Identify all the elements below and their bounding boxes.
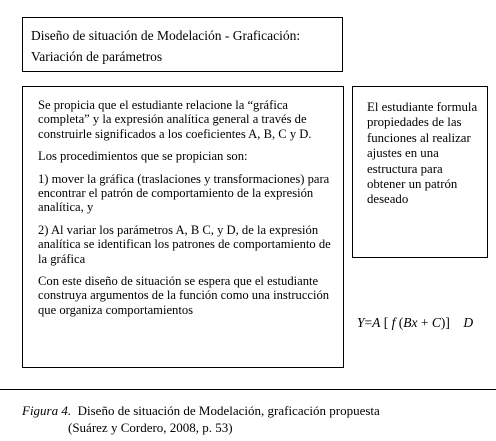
caption-citation: (Suárez y Cordero, 2008, p. 53): [68, 420, 233, 435]
formula: [357, 315, 473, 331]
formula-open-paren: (: [398, 315, 404, 330]
title-box: [22, 17, 343, 72]
figure-label: Figura 4.: [22, 403, 72, 418]
caption-text: Diseño de situación de Modelación, graficación propuesta: [77, 403, 380, 418]
formula-equals: =: [364, 315, 373, 330]
formula-open-bracket: [: [383, 315, 389, 330]
formula-c: C: [431, 315, 441, 330]
formula-close-paren: ): [440, 315, 446, 330]
formula-y: Y: [357, 315, 365, 330]
formula-plus: +: [420, 315, 429, 330]
formula-close-bracket: ]: [445, 315, 450, 330]
paragraph-conclusion: Con este diseño de situación se espera que el estudiante construya argumentos de la función como una instrucción que organiza comportamientos: [38, 274, 330, 317]
main-description-box: [22, 86, 344, 368]
paragraph-procedures-heading: Los procedimientos que se propician son:: [38, 149, 248, 164]
side-description-box: [352, 86, 488, 258]
paragraph-procedure-1: 1) mover la gráfica (traslaciones y transformaciones) para encontrar el patrón de comportamiento de la expresión analítica, y: [38, 171, 330, 215]
figure-caption: [22, 402, 380, 436]
paragraph-procedure-2: 2) Al variar los parámetros A, B C, y D, de la expresión analítica se identifican los patrones de comportamiento de la gráfica: [38, 222, 331, 266]
title-line-2: Variación de parámetros: [31, 49, 163, 64]
formula-bx: Bx: [403, 315, 418, 330]
side-text: El estudiante formula propiedades de las funciones al realizar ajustes en una estructura para obtener un patrón deseado: [367, 100, 478, 207]
formula-f: f: [391, 315, 396, 330]
formula-d: D: [463, 315, 474, 330]
formula-a: A: [372, 315, 381, 330]
caption-divider: [0, 389, 496, 390]
title-line-1: Diseño de situación de Modelación - Graficación:: [31, 28, 301, 43]
paragraph-intro: Se propicia que el estudiante relacione la “gráfica completa” y la expresión analítica general a través de construirle significados a los coeficientes A, B, C y D.: [38, 98, 312, 141]
